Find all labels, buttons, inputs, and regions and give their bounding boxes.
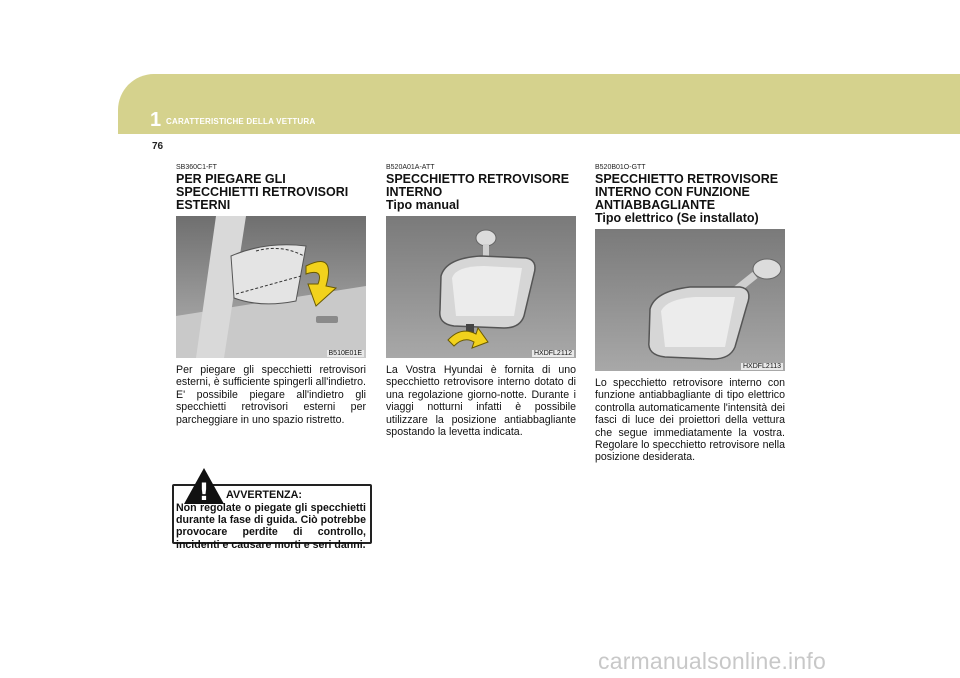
image-label: B510E01E (328, 350, 362, 357)
outside-mirror-photo (176, 216, 366, 358)
electric-mirror-photo (595, 229, 785, 371)
section-code: SB360C1-FT (176, 164, 217, 171)
warning-text: Non regolate o piegate gli specchietti durante la fase di guida. Ciò potrebbe provocare perdite di controllo, incidenti e causare morti e seri danni. (176, 502, 366, 551)
page-number: 76 (152, 141, 164, 152)
section-electric-mirror (595, 164, 785, 464)
watermark: carmanualsonline.info (598, 648, 826, 674)
electric-mirror-illustration (595, 229, 785, 371)
manual-mirror-photo (386, 216, 576, 358)
chapter-number: 1 (150, 109, 162, 131)
warning-triangle-icon (182, 466, 226, 506)
section-subtitle: Tipo manual (386, 198, 460, 212)
warning-title: AVVERTENZA: (226, 489, 302, 501)
section-subtitle: Tipo elettrico (Se installato) (595, 211, 759, 225)
section-manual-mirror (386, 164, 576, 438)
chapter-title: CARATTERISTICHE DELLA VETTURA (166, 117, 316, 126)
warning-icon-glyph: ! (198, 478, 210, 506)
section-folding-mirrors (176, 164, 366, 426)
image-label: HXDFL2113 (742, 363, 781, 370)
image-label: HXDFL2112 (533, 350, 572, 357)
section-title: SPECCHIETTO RETROVISORE INTERNO (386, 172, 570, 199)
outside-mirror-illustration (176, 216, 366, 358)
section-paragraph: La Vostra Hyundai è fornita di uno specchietto retrovisore interno dotato di una regolazione giorno-notte. Durante i viaggi notturni infatti è possibile utilizzare la posizione antiabbagliante spostando la levetta indicata. (386, 364, 576, 439)
section-code: B520B01O-GTT (595, 164, 646, 171)
section-title: PER PIEGARE GLI SPECCHIETTI RETROVISORI ESTERNI (176, 172, 349, 212)
manual-mirror-illustration (386, 216, 576, 358)
section-code: B520A01A-ATT (386, 164, 435, 171)
section-paragraph: Lo specchietto retrovisore interno con funzione antiabbagliante di tipo elettrico controlla automaticamente l'intensità dei fasci di luce dei proiettori della vettura che segue immediatamente la vostra. Regolare lo specchietto retrovisore nella posizione desiderata. (595, 377, 785, 464)
section-title: SPECCHIETTO RETROVISORE INTERNO CON FUNZIONE ANTIABBAGLIANTE (595, 172, 779, 212)
section-paragraph: Per piegare gli specchietti retrovisori esterni, è sufficiente spingerli all'indietro. E' possibile piegare all'indietro gli specchietti retrovisori esterni per parcheggiare in uno spazio ristretto. (176, 364, 366, 426)
